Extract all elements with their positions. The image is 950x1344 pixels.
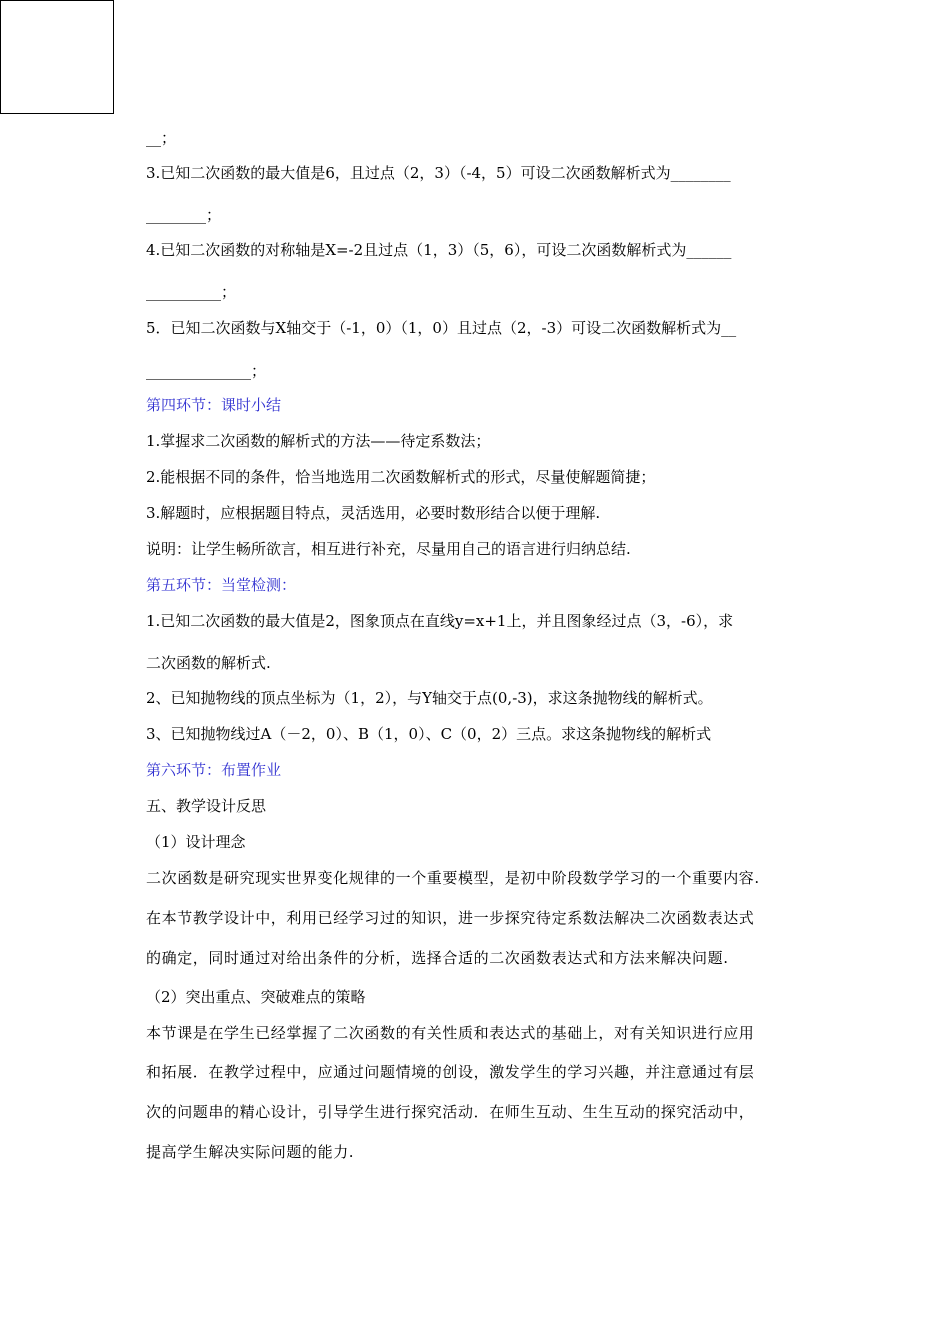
paragraph-line: 提高学生解决实际问题的能力. (146, 1143, 355, 1161)
summary-item-1: 1.掌握求二次函数的解析式的方法——待定系数法； (146, 432, 491, 450)
paragraph-line: 在本节教学设计中，利用已经学习过的知识，进一步探究待定系数法解决二次函数表达式 (146, 909, 755, 927)
section-heading-4: 第四环节：课时小结 (146, 396, 282, 414)
text-line: ______________； (146, 362, 267, 380)
subsection-design-concept: （1）设计理念 (146, 833, 246, 851)
exercise-3: 3、已知抛物线过A（－2，0）、B（1，0）、C（0，2）三点。求这条抛物线的解析式 (146, 725, 712, 743)
corner-box (0, 0, 114, 114)
summary-note: 说明：让学生畅所欲言，相互进行补充，尽量用自己的语言进行归纳总结. (146, 540, 631, 558)
paragraph-line: 二次函数是研究现实世界变化规律的一个重要模型，是初中阶段数学学习的一个重要内容. (146, 869, 760, 887)
subsection-strategy: （2）突出重点、突破难点的策略 (146, 988, 366, 1006)
question-4: 4.已知二次函数的对称轴是X=-2且过点（1，3）（5，6），可设二次函数解析式为______ (146, 241, 732, 259)
question-5: 5．已知二次函数与X轴交于（-1，0）（1，0）且过点（2，-3）可设二次函数解析式为__ (146, 319, 737, 337)
text-line: __； (146, 129, 177, 147)
section-heading-5: 第五环节：当堂检测： (146, 576, 297, 594)
exercise-2: 2、已知抛物线的顶点坐标为（1，2），与Y轴交于点(0,-3)，求这条抛物线的解析式。 (146, 689, 713, 707)
paragraph-line: 次的问题串的精心设计，引导学生进行探究活动．在师生互动、生生互动的探究活动中， (146, 1103, 755, 1121)
section-heading-6: 第六环节：布置作业 (146, 761, 282, 779)
question-3: 3.已知二次函数的最大值是6，且过点（2，3）（-4，5）可设二次函数解析式为________ (146, 164, 731, 182)
paragraph-line: 的确定，同时通过对给出条件的分析，选择合适的二次函数表达式和方法来解决问题. (146, 949, 729, 967)
exercise-1-cont: 二次函数的解析式. (146, 654, 271, 672)
paragraph-line: 本节课是在学生已经掌握了二次函数的有关性质和表达式的基础上，对有关知识进行应用 (146, 1024, 755, 1042)
paragraph-line: 和拓展．在教学过程中，应通过问题情境的创设，激发学生的学习兴趣，并注意通过有层 (146, 1063, 755, 1081)
text-line: __________； (146, 283, 237, 301)
exercise-1: 1.已知二次函数的最大值是2，图象顶点在直线y=x+1上，并且图象经过点（3，-6），求 (146, 612, 734, 630)
summary-item-2: 2.能根据不同的条件，恰当地选用二次函数解析式的形式，尽量使解题简捷； (146, 468, 656, 486)
text-line: ________； (146, 206, 222, 224)
summary-item-3: 3.解题时，应根据题目特点，灵活选用，必要时数形结合以便于理解. (146, 504, 601, 522)
section-title-reflection: 五、教学设计反思 (146, 797, 267, 815)
